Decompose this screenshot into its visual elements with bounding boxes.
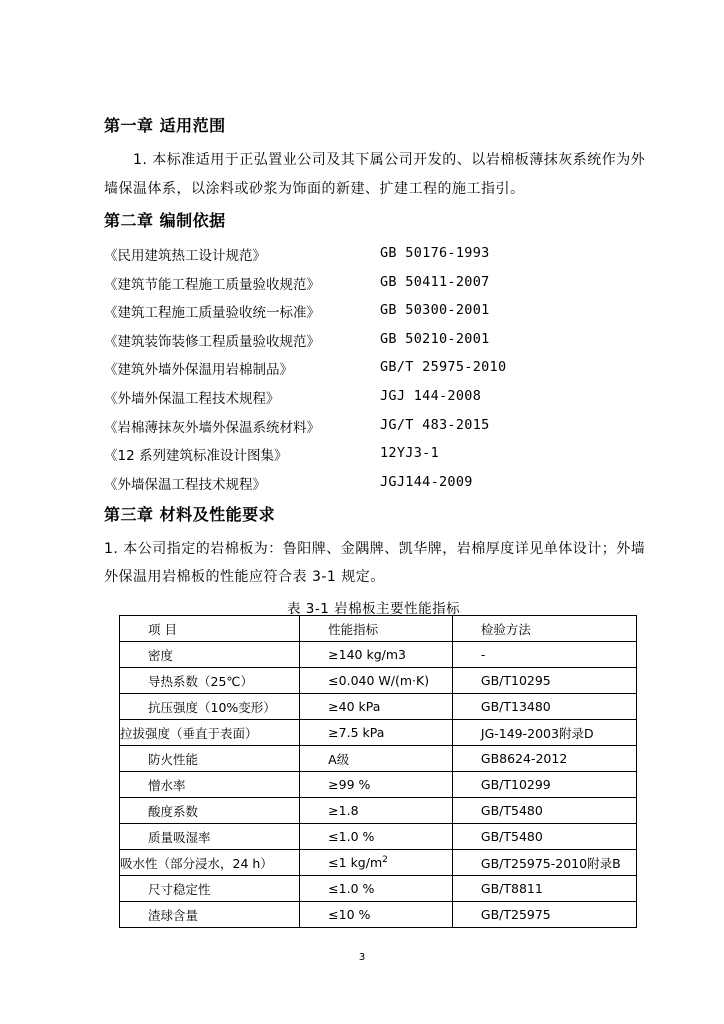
cell-indicator: ≥140 kg/m3 xyxy=(300,642,453,668)
table-row xyxy=(120,720,637,746)
cell-method: JG-149-2003附录D xyxy=(452,720,636,746)
cell-indicator: ≥99 % xyxy=(300,772,453,798)
header-method: 检验方法 xyxy=(452,616,636,642)
cell-indicator: ≤10 % xyxy=(300,902,453,928)
reference-code: GB 50176-1993 xyxy=(380,245,490,261)
header-item: 项 目 xyxy=(120,616,300,642)
cell-method: GB/T10299 xyxy=(452,772,636,798)
chapter3-paragraph-line2: 外保温用岩棉板的性能应符合表 3-1 规定。 xyxy=(104,569,385,585)
reference-code: JGJ144-2009 xyxy=(380,474,473,490)
cell-indicator: A级 xyxy=(300,746,453,772)
chapter3-paragraph-line1: 1. 本公司指定的岩棉板为：鲁阳牌、金隅牌、凯华牌，岩棉厚度详见单体设计；外墙 xyxy=(104,541,646,557)
reference-code: GB 50210-2001 xyxy=(380,331,490,347)
reference-name: 《外墙外保温工程技术规程》 xyxy=(104,391,280,407)
reference-code: JGJ 144-2008 xyxy=(380,388,482,404)
table-row xyxy=(120,694,637,720)
reference-name: 《建筑节能工程施工质量验收规范》 xyxy=(104,277,320,293)
cell-item: 憎水率 xyxy=(120,772,300,798)
cell-item: 密度 xyxy=(120,642,300,668)
table-header-row xyxy=(120,616,637,642)
cell-item: 酸度系数 xyxy=(120,798,300,824)
cell-method: GB/T5480 xyxy=(452,824,636,850)
cell-indicator: ≥1.8 xyxy=(300,798,453,824)
cell-method: GB8624-2012 xyxy=(452,746,636,772)
table-row xyxy=(120,668,637,694)
chapter1-paragraph-line2: 墙保温体系，以涂料或砂浆为饰面的新建、扩建工程的施工指引。 xyxy=(104,181,525,197)
cell-item: 防火性能 xyxy=(120,746,300,772)
reference-code: GB 50300-2001 xyxy=(380,302,490,318)
superscript: 2 xyxy=(382,854,388,865)
chapter2-title: 第二章 编制依据 xyxy=(104,211,226,230)
chapter1-paragraph-line1: 1. 本标准适用于正弘置业公司及其下属公司开发的、以岩棉板薄抹灰系统作为外 xyxy=(133,152,646,168)
cell-item: 拉拔强度（垂直于表面） xyxy=(120,720,300,746)
reference-name: 《建筑工程施工质量验收统一标准》 xyxy=(104,305,320,321)
indicator-value: ≤1 kg/m xyxy=(328,855,383,871)
cell-item: 质量吸湿率 xyxy=(120,824,300,850)
table-row xyxy=(120,772,637,798)
table-row xyxy=(120,746,637,772)
header-indicator: 性能指标 xyxy=(300,616,453,642)
cell-method: GB/T10295 xyxy=(452,668,636,694)
chapter3-title: 第三章 材料及性能要求 xyxy=(104,505,276,524)
reference-code: GB/T 25975-2010 xyxy=(380,359,507,375)
performance-table xyxy=(119,615,637,928)
cell-item: 抗压强度（10%变形） xyxy=(120,694,300,720)
cell-indicator: ≥7.5 kPa xyxy=(300,720,453,746)
chapter1-title: 第一章 适用范围 xyxy=(104,116,226,135)
cell-indicator: ≤1.0 % xyxy=(300,876,453,902)
reference-name: 《民用建筑热工设计规范》 xyxy=(104,248,266,264)
cell-method: - xyxy=(452,642,636,668)
cell-item: 导热系数（25℃） xyxy=(120,668,300,694)
cell-indicator: ≤0.040 W/(m·K) xyxy=(300,668,453,694)
cell-method: GB/T25975 xyxy=(452,902,636,928)
cell-item: 尺寸稳定性 xyxy=(120,876,300,902)
cell-method: GB/T8811 xyxy=(452,876,636,902)
table-row xyxy=(120,642,637,668)
cell-indicator xyxy=(300,850,453,876)
reference-name: 《建筑外墙外保温用岩棉制品》 xyxy=(104,362,293,378)
reference-code: JG/T 483-2015 xyxy=(380,417,490,433)
reference-code: GB 50411-2007 xyxy=(380,274,490,290)
cell-method: GB/T5480 xyxy=(452,798,636,824)
reference-code: 12YJ3-1 xyxy=(380,445,439,461)
reference-name: 《12 系列建筑标准设计图集》 xyxy=(104,448,288,464)
table-row xyxy=(120,798,637,824)
reference-name: 《外墙保温工程技术规程》 xyxy=(104,477,266,493)
cell-indicator: ≥40 kPa xyxy=(300,694,453,720)
page-number: 3 xyxy=(358,952,366,963)
table-caption: 表 3-1 岩棉板主要性能指标 xyxy=(287,601,461,617)
cell-method: GB/T25975-2010附录B xyxy=(452,850,636,876)
cell-indicator: ≤1.0 % xyxy=(300,824,453,850)
reference-name: 《建筑装饰装修工程质量验收规范》 xyxy=(104,334,320,350)
cell-item: 吸水性（部分浸水，24 h） xyxy=(120,850,300,876)
table-row xyxy=(120,902,637,928)
cell-method: GB/T13480 xyxy=(452,694,636,720)
reference-name: 《岩棉薄抹灰外墙外保温系统材料》 xyxy=(104,420,320,436)
cell-item: 渣球含量 xyxy=(120,902,300,928)
table-row xyxy=(120,824,637,850)
table-row xyxy=(120,876,637,902)
table-row xyxy=(120,850,637,876)
